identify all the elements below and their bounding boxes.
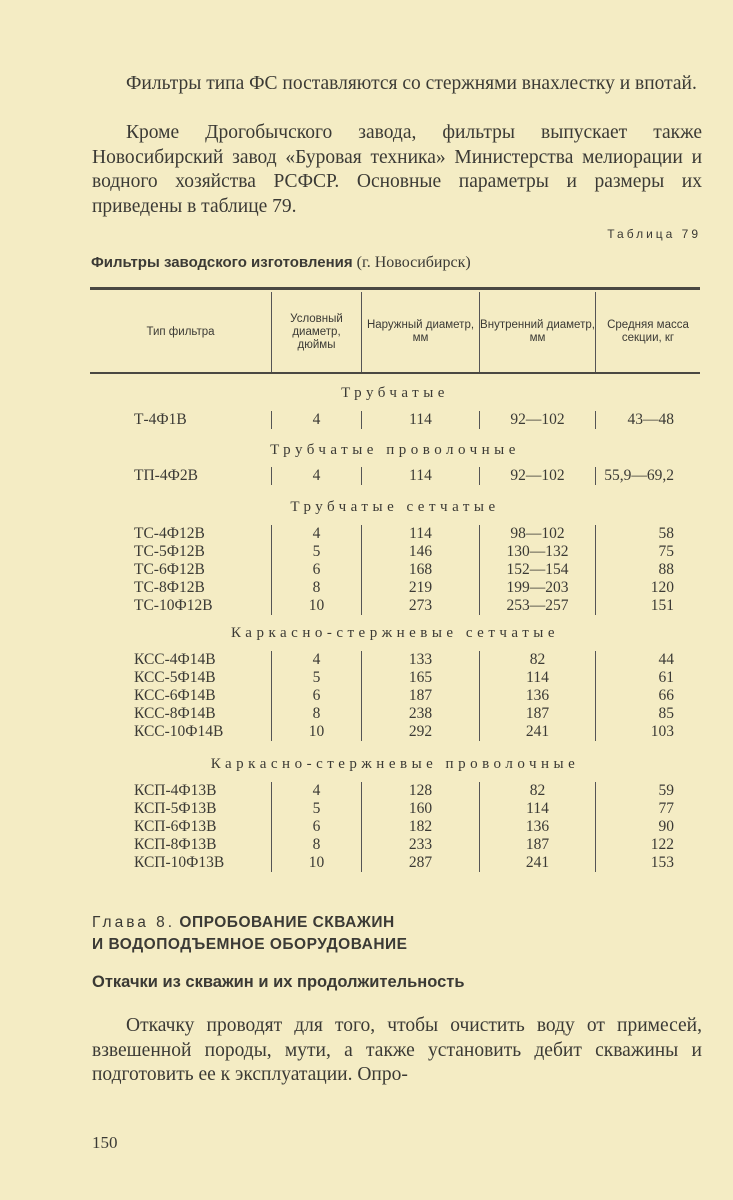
cell-type: КСП-6Ф13В bbox=[134, 818, 217, 835]
chapter-heading bbox=[92, 912, 408, 956]
cell-outer: 187 bbox=[362, 687, 480, 705]
cell-type: КСП-4Ф13В bbox=[134, 782, 217, 799]
table-row bbox=[90, 687, 700, 705]
table-row bbox=[90, 525, 700, 543]
cell-inner: 241 bbox=[480, 723, 596, 741]
table-header-rule bbox=[90, 372, 700, 374]
table-row bbox=[90, 543, 700, 561]
cell-outer: 219 bbox=[362, 579, 480, 597]
section-table bbox=[90, 411, 700, 429]
cell-inner: 114 bbox=[480, 800, 596, 818]
cell-mass: 44 bbox=[596, 651, 701, 669]
cell-inner: 241 bbox=[480, 854, 596, 872]
table-top-rule bbox=[90, 287, 700, 290]
cell-type: КСС-8Ф14В bbox=[134, 705, 216, 722]
header-type: Тип фильтра bbox=[146, 325, 215, 338]
cell-nominal: 5 bbox=[272, 669, 362, 687]
cell-outer: 160 bbox=[362, 800, 480, 818]
cell-nominal: 4 bbox=[272, 411, 362, 429]
table-row bbox=[90, 782, 700, 800]
cell-nominal: 10 bbox=[272, 597, 362, 615]
cell-outer: 273 bbox=[362, 597, 480, 615]
cell-mass: 77 bbox=[596, 800, 701, 818]
cell-type: ТС-10Ф12В bbox=[134, 597, 213, 614]
cell-inner: 152—154 bbox=[480, 561, 596, 579]
cell-mass: 66 bbox=[596, 687, 701, 705]
cell-inner: 82 bbox=[480, 782, 596, 800]
section-title: Трубчатые проволочные bbox=[270, 442, 520, 458]
section-title: Каркасно-стержневые проволочные bbox=[210, 756, 580, 772]
cell-outer: 146 bbox=[362, 543, 480, 561]
cell-mass: 120 bbox=[596, 579, 701, 597]
cell-nominal: 4 bbox=[272, 525, 362, 543]
cell-type: ТС-6Ф12В bbox=[134, 561, 205, 578]
cell-outer: 114 bbox=[362, 467, 480, 485]
table-row bbox=[90, 854, 700, 872]
cell-outer: 238 bbox=[362, 705, 480, 723]
section-title: Каркасно-стержневые сетчатые bbox=[230, 625, 559, 641]
cell-mass: 61 bbox=[596, 669, 701, 687]
table-row bbox=[90, 669, 700, 687]
cell-type: КСП-10Ф13В bbox=[134, 854, 225, 871]
table-row bbox=[90, 818, 700, 836]
cell-mass: 43—48 bbox=[596, 411, 701, 429]
cell-inner: 92—102 bbox=[480, 411, 596, 429]
paragraph-3: Откачку проводят для того, чтобы очистить воду от примесей, взвешенной породы, мути, а также установить дебит скважины и подготовить ее к эксплуатации. Опро- bbox=[92, 1015, 702, 1085]
subheading: Откачки из скважин и их продолжительность bbox=[92, 973, 465, 991]
cell-outer: 233 bbox=[362, 836, 480, 854]
table-caption-rest: (г. Новосибирск) bbox=[356, 254, 471, 271]
chapter-title-line-2: И ВОДОПОДЪЕМНОЕ ОБОРУДОВАНИЕ bbox=[92, 936, 408, 953]
section-title: Трубчатые bbox=[341, 385, 449, 401]
cell-outer: 292 bbox=[362, 723, 480, 741]
cell-mass: 153 bbox=[596, 854, 701, 872]
cell-outer: 182 bbox=[362, 818, 480, 836]
cell-outer: 287 bbox=[362, 854, 480, 872]
cell-mass: 151 bbox=[596, 597, 701, 615]
cell-mass: 55,9—69,2 bbox=[596, 467, 701, 485]
cell-inner: 136 bbox=[480, 818, 596, 836]
cell-nominal: 8 bbox=[272, 579, 362, 597]
cell-inner: 92—102 bbox=[480, 467, 596, 485]
cell-nominal: 10 bbox=[272, 854, 362, 872]
cell-inner: 130—132 bbox=[480, 543, 596, 561]
cell-nominal: 6 bbox=[272, 818, 362, 836]
table-caption bbox=[91, 254, 471, 272]
section-table bbox=[90, 782, 700, 872]
table-row bbox=[90, 561, 700, 579]
section-table bbox=[90, 525, 700, 615]
cell-nominal: 6 bbox=[272, 687, 362, 705]
cell-mass: 85 bbox=[596, 705, 701, 723]
cell-outer: 168 bbox=[362, 561, 480, 579]
table-number: Таблица 79 bbox=[607, 227, 701, 241]
cell-mass: 58 bbox=[596, 525, 701, 543]
cell-inner: 114 bbox=[480, 669, 596, 687]
cell-type: ТП-4Ф2В bbox=[134, 467, 198, 484]
cell-outer: 165 bbox=[362, 669, 480, 687]
cell-type: КСС-5Ф14В bbox=[134, 669, 216, 686]
chapter-title-line-1: ОПРОБОВАНИЕ СКВАЖИН bbox=[179, 914, 395, 931]
cell-inner: 82 bbox=[480, 651, 596, 669]
table-header bbox=[90, 292, 700, 372]
paragraph-2: Кроме Дрогобычского завода, фильтры выпускает также Новосибирский завод «Буровая техника» Министерства мелиорации и водного хозяйства РСФСР. Основные параметры и размеры их приведены в таблице 79. bbox=[92, 122, 702, 217]
cell-type: Т-4Ф1В bbox=[134, 411, 187, 428]
cell-type: КСС-10Ф14В bbox=[134, 723, 224, 740]
table-row bbox=[90, 579, 700, 597]
table-caption-bold: Фильтры заводского изготовления bbox=[91, 254, 353, 271]
cell-nominal: 4 bbox=[272, 651, 362, 669]
cell-nominal: 4 bbox=[272, 782, 362, 800]
table-row bbox=[90, 723, 700, 741]
cell-inner: 253—257 bbox=[480, 597, 596, 615]
header-nominal-diameter: Условный диаметр, дюймы bbox=[271, 292, 361, 372]
table-row bbox=[90, 597, 700, 615]
cell-outer: 114 bbox=[362, 525, 480, 543]
cell-nominal: 8 bbox=[272, 836, 362, 854]
paragraph-1: Фильтры типа ФС поставляются со стержнями внахлестку и впотай. bbox=[126, 73, 697, 94]
table-row bbox=[90, 705, 700, 723]
cell-type: ТС-8Ф12В bbox=[134, 579, 205, 596]
table-row bbox=[90, 836, 700, 854]
cell-type: КСС-4Ф14В bbox=[134, 651, 216, 668]
cell-type: КСП-8Ф13В bbox=[134, 836, 217, 853]
header-inner-diameter: Внутренний диаметр, мм bbox=[479, 292, 595, 372]
cell-inner: 98—102 bbox=[480, 525, 596, 543]
section-table bbox=[90, 467, 700, 485]
cell-outer: 128 bbox=[362, 782, 480, 800]
table-row bbox=[90, 467, 700, 485]
cell-inner: 136 bbox=[480, 687, 596, 705]
cell-nominal: 5 bbox=[272, 543, 362, 561]
table-row bbox=[90, 411, 700, 429]
section-table bbox=[90, 651, 700, 741]
cell-mass: 90 bbox=[596, 818, 701, 836]
cell-mass: 122 bbox=[596, 836, 701, 854]
cell-type: ТС-4Ф12В bbox=[134, 525, 205, 542]
cell-type: КСП-5Ф13В bbox=[134, 800, 217, 817]
header-mass: Средняя масса секции, кг bbox=[595, 292, 700, 372]
table-row bbox=[90, 651, 700, 669]
cell-mass: 75 bbox=[596, 543, 701, 561]
cell-type: КСС-6Ф14В bbox=[134, 687, 216, 704]
cell-nominal: 8 bbox=[272, 705, 362, 723]
cell-mass: 88 bbox=[596, 561, 701, 579]
cell-mass: 59 bbox=[596, 782, 701, 800]
header-outer-diameter: Наружный диаметр, мм bbox=[361, 292, 479, 372]
cell-inner: 187 bbox=[480, 836, 596, 854]
cell-nominal: 5 bbox=[272, 800, 362, 818]
cell-type: ТС-5Ф12В bbox=[134, 543, 205, 560]
cell-outer: 133 bbox=[362, 651, 480, 669]
cell-nominal: 4 bbox=[272, 467, 362, 485]
cell-nominal: 10 bbox=[272, 723, 362, 741]
section-title: Трубчатые сетчатые bbox=[290, 499, 500, 515]
cell-outer: 114 bbox=[362, 411, 480, 429]
cell-nominal: 6 bbox=[272, 561, 362, 579]
table-row bbox=[90, 800, 700, 818]
cell-mass: 103 bbox=[596, 723, 701, 741]
chapter-label: Глава 8. bbox=[92, 914, 176, 931]
cell-inner: 199—203 bbox=[480, 579, 596, 597]
cell-inner: 187 bbox=[480, 705, 596, 723]
page-number: 150 bbox=[92, 1133, 118, 1152]
